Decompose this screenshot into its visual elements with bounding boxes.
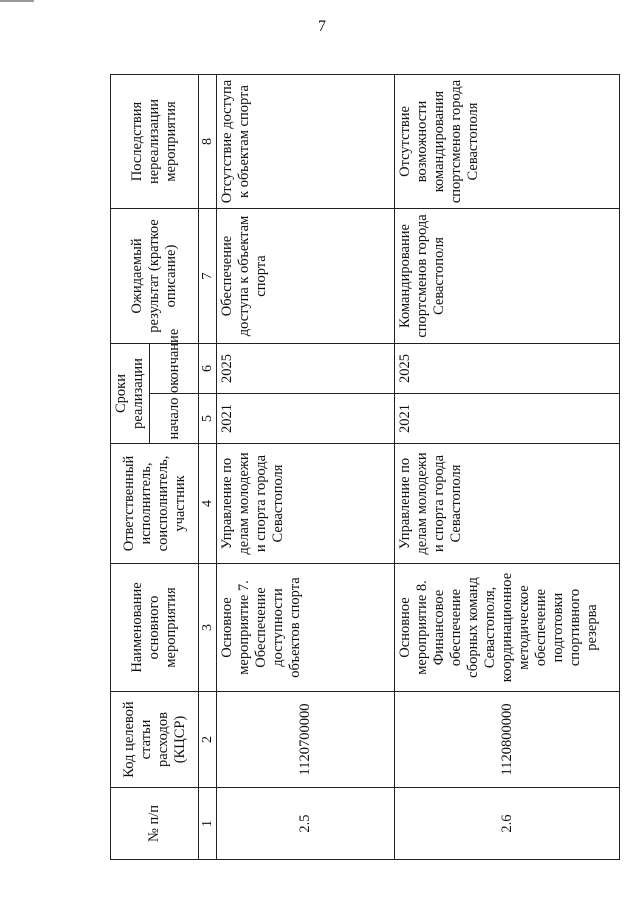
rotated-table-wrapper (110, 75, 620, 860)
header-terms: Сроки реализации (111, 344, 150, 444)
column-numbers-row (199, 75, 217, 860)
header-start: начало (150, 394, 199, 444)
header-consequence: Последствия нереализации мероприятия (111, 75, 199, 209)
row-end: 2025 (217, 344, 395, 394)
row-start: 2021 (395, 394, 620, 444)
colnum-3: 3 (199, 564, 217, 692)
header-name: Наименование основного мероприятия (111, 564, 199, 692)
page-number: 7 (318, 18, 326, 35)
colnum-4: 4 (199, 444, 217, 564)
table-row (395, 75, 620, 860)
row-start: 2021 (217, 394, 395, 444)
row-name: Основное мероприятие 7. Обеспечение доступности объектов спорта (217, 564, 395, 692)
row-executor: Управление по делам молодежи и спорта города Севастополя (217, 444, 395, 564)
row-code: 1120800000 (395, 692, 620, 788)
colnum-2: 2 (199, 692, 217, 788)
header-executor: Ответственный исполнитель, соисполнитель, участник (111, 444, 199, 564)
top-edge-mark (0, 0, 34, 2)
header-row (111, 75, 150, 860)
header-num: № п/п (111, 788, 199, 860)
colnum-7: 7 (199, 209, 217, 344)
row-result: Обеспечение доступа к объектам спорта (217, 209, 395, 344)
row-num: 2.5 (217, 788, 395, 860)
row-consequence: Отсутствие доступа к объектам спорта (217, 75, 395, 209)
row-consequence: Отсутствие возможности командирования спортсменов города Севастополя (395, 75, 620, 209)
row-name: Основное мероприятие 8. Финансовое обеспечение сборных команд Севастополя, координационное методическое обеспечение подготовки спортивного резерва (395, 564, 620, 692)
row-code: 1120700000 (217, 692, 395, 788)
row-end: 2025 (395, 344, 620, 394)
header-code: Код целевой статьи расходов (КЦСР) (111, 692, 199, 788)
row-executor: Управление по делам молодежи и спорта города Севастополя (395, 444, 620, 564)
header-result: Ожидаемый результат (краткое описание) (111, 209, 199, 344)
row-num: 2.6 (395, 788, 620, 860)
measures-table (110, 74, 620, 860)
colnum-5: 5 (199, 394, 217, 444)
colnum-1: 1 (199, 788, 217, 860)
table-row (217, 75, 395, 860)
row-result: Командирование спортсменов города Севастополя (395, 209, 620, 344)
colnum-8: 8 (199, 75, 217, 209)
header-end: окончание (150, 344, 199, 394)
colnum-6: 6 (199, 344, 217, 394)
